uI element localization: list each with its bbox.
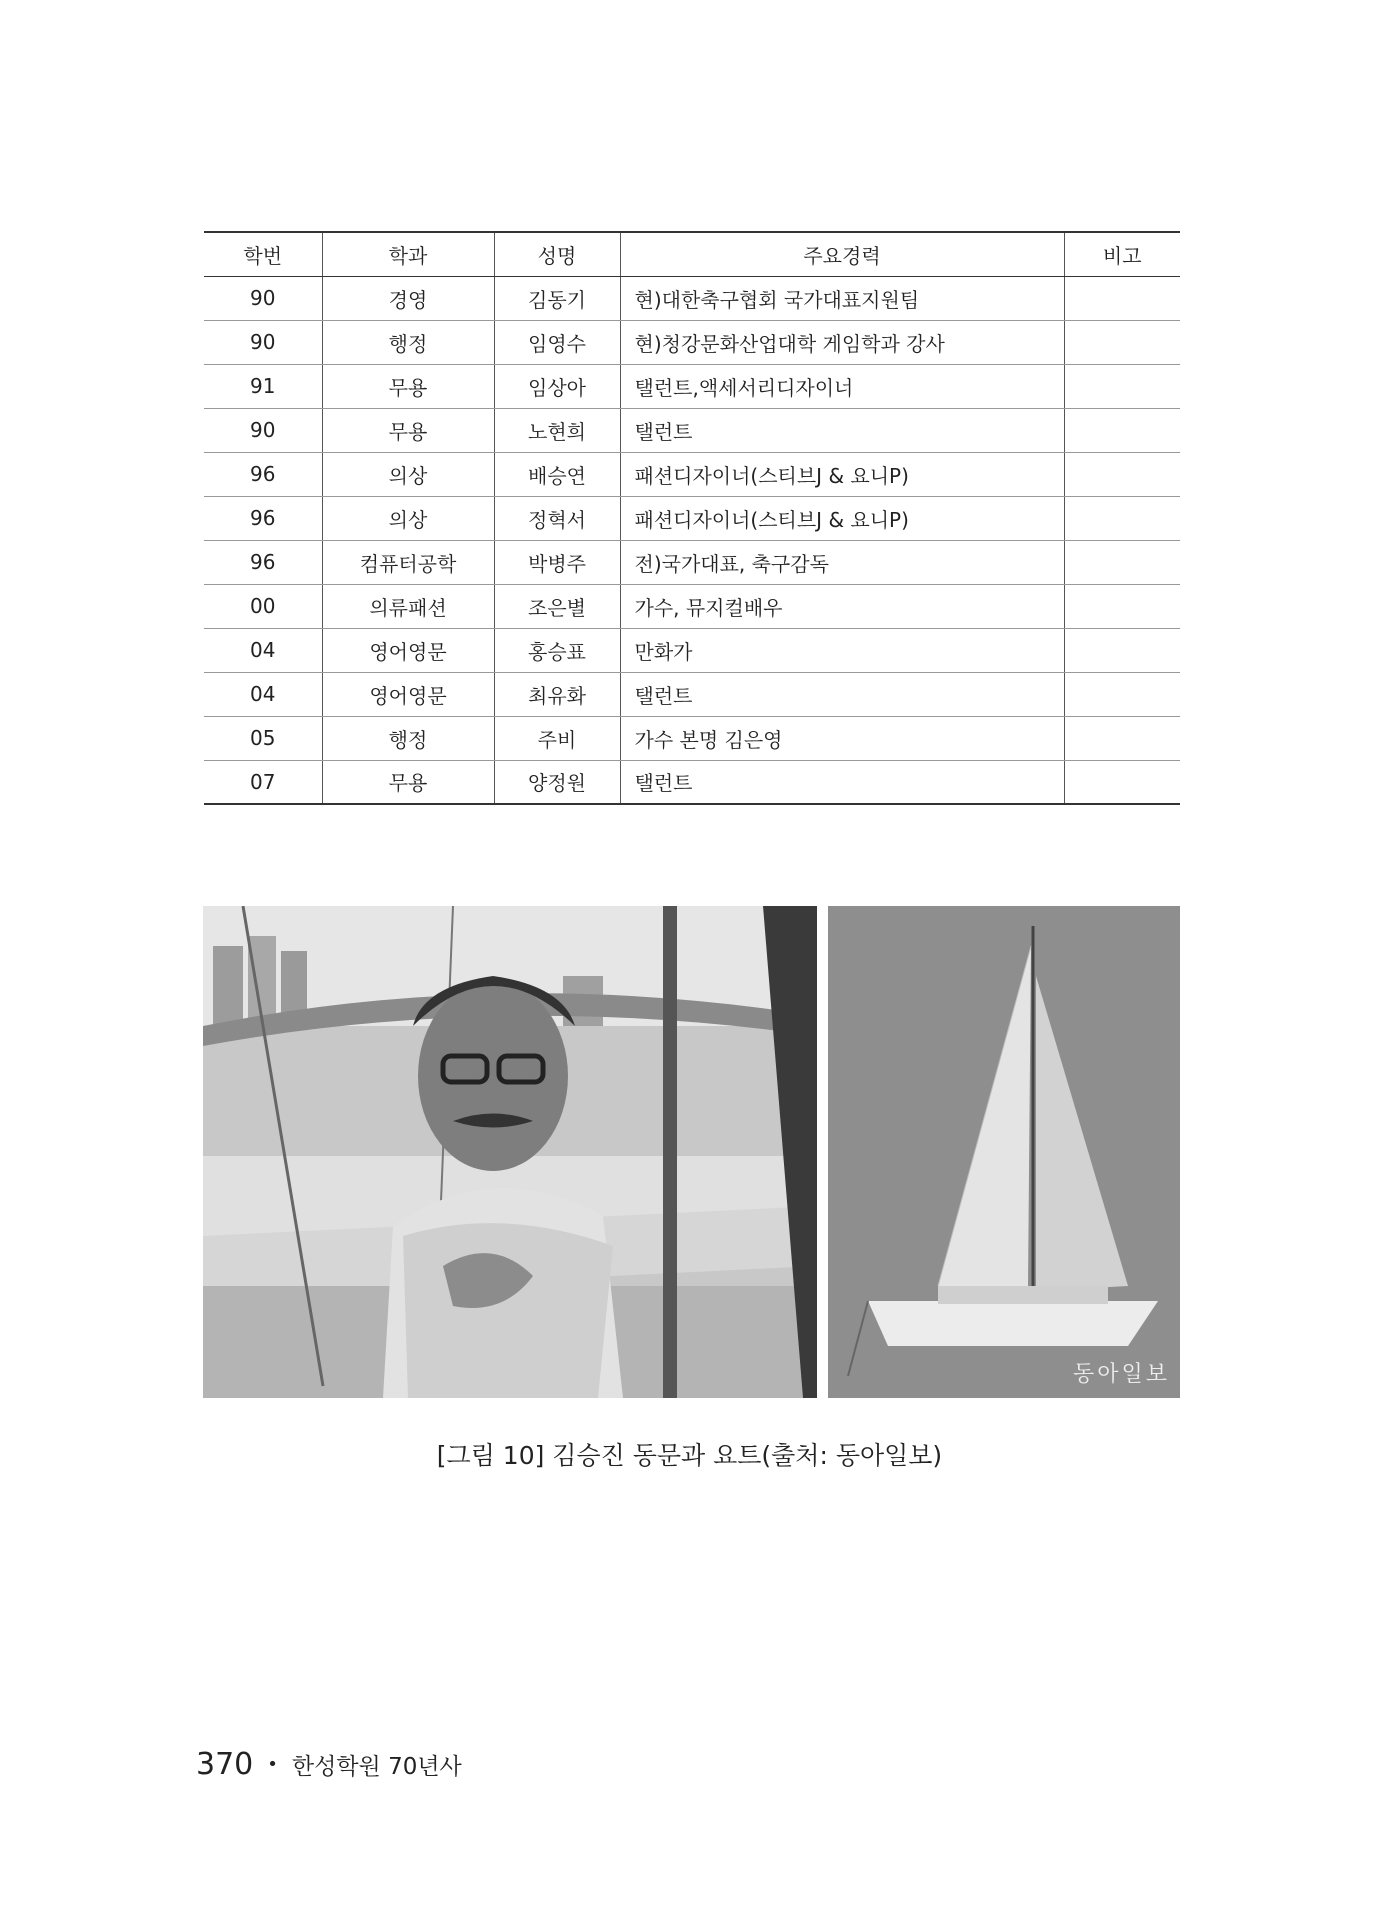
cell-remarks (1064, 364, 1180, 408)
header-department: 학과 (322, 232, 494, 276)
cell-student-year: 96 (204, 496, 322, 540)
cell-student-year: 96 (204, 540, 322, 584)
cell-career: 패션디자이너(스티브J & 요니P) (620, 452, 1064, 496)
cell-name: 임영수 (494, 320, 620, 364)
cell-remarks (1064, 408, 1180, 452)
cell-student-year: 05 (204, 716, 322, 760)
page-footer (196, 1747, 462, 1782)
table-row (204, 672, 1180, 716)
alumnus-photo (203, 906, 817, 1398)
header-student-year: 학번 (204, 232, 322, 276)
alumnus-photo-image (203, 906, 817, 1398)
header-remarks: 비고 (1064, 232, 1180, 276)
cell-career: 현)대한축구협회 국가대표지원팀 (620, 276, 1064, 320)
cell-career: 패션디자이너(스티브J & 요니P) (620, 496, 1064, 540)
cell-career: 만화가 (620, 628, 1064, 672)
cell-name: 양정원 (494, 760, 620, 804)
cell-career: 탤런트 (620, 672, 1064, 716)
table-header-row (204, 232, 1180, 276)
cell-department: 의상 (322, 496, 494, 540)
cell-career: 전)국가대표, 축구감독 (620, 540, 1064, 584)
cell-department: 무용 (322, 364, 494, 408)
cell-department: 컴퓨터공학 (322, 540, 494, 584)
cell-remarks (1064, 276, 1180, 320)
cell-name: 임상아 (494, 364, 620, 408)
cell-student-year: 07 (204, 760, 322, 804)
cell-remarks (1064, 628, 1180, 672)
cell-department: 영어영문 (322, 672, 494, 716)
cell-name: 최유화 (494, 672, 620, 716)
table-row (204, 540, 1180, 584)
cell-department: 행정 (322, 716, 494, 760)
cell-remarks (1064, 760, 1180, 804)
cell-department: 영어영문 (322, 628, 494, 672)
cell-student-year: 90 (204, 276, 322, 320)
cell-career: 탤런트,액세서리디자이너 (620, 364, 1064, 408)
table-row (204, 584, 1180, 628)
cell-career: 가수 본명 김은영 (620, 716, 1064, 760)
cell-department: 경영 (322, 276, 494, 320)
table-row (204, 320, 1180, 364)
cell-department: 행정 (322, 320, 494, 364)
cell-student-year: 90 (204, 408, 322, 452)
cell-remarks (1064, 496, 1180, 540)
cell-name: 노현희 (494, 408, 620, 452)
alumni-table (204, 231, 1180, 805)
cell-career: 탤런트 (620, 408, 1064, 452)
cell-student-year: 04 (204, 628, 322, 672)
cell-department: 무용 (322, 408, 494, 452)
header-name: 성명 (494, 232, 620, 276)
table-body (204, 276, 1180, 804)
cell-name: 김동기 (494, 276, 620, 320)
cell-name: 박병주 (494, 540, 620, 584)
yacht-photo (828, 906, 1180, 1398)
cell-student-year: 96 (204, 452, 322, 496)
cell-remarks (1064, 584, 1180, 628)
figure-caption: [그림 10] 김승진 동문과 요트(출처: 동아일보) (436, 1441, 943, 1470)
header-career: 주요경력 (620, 232, 1064, 276)
cell-name: 정혁서 (494, 496, 620, 540)
table-row (204, 452, 1180, 496)
cell-name: 배승연 (494, 452, 620, 496)
footer-bullet: • (267, 1754, 278, 1775)
cell-remarks (1064, 452, 1180, 496)
cell-name: 홍승표 (494, 628, 620, 672)
cell-remarks (1064, 672, 1180, 716)
cell-name: 조은별 (494, 584, 620, 628)
cell-career: 탤런트 (620, 760, 1064, 804)
table-row (204, 628, 1180, 672)
cell-remarks (1064, 540, 1180, 584)
cell-remarks (1064, 320, 1180, 364)
table-row (204, 364, 1180, 408)
photo-watermark: 동아일보 (1072, 1362, 1170, 1387)
table-row (204, 496, 1180, 540)
cell-student-year: 90 (204, 320, 322, 364)
cell-student-year: 91 (204, 364, 322, 408)
cell-department: 의류패션 (322, 584, 494, 628)
cell-name: 주비 (494, 716, 620, 760)
cell-student-year: 00 (204, 584, 322, 628)
table-row (204, 276, 1180, 320)
table-row (204, 408, 1180, 452)
table-row (204, 716, 1180, 760)
yacht-photo-image (828, 906, 1180, 1398)
cell-student-year: 04 (204, 672, 322, 716)
page-number: 370 (196, 1747, 254, 1782)
cell-career: 현)청강문화산업대학 게임학과 강사 (620, 320, 1064, 364)
cell-career: 가수, 뮤지컬배우 (620, 584, 1064, 628)
cell-remarks (1064, 716, 1180, 760)
cell-department: 무용 (322, 760, 494, 804)
book-title: 한성학원 70년사 (291, 1754, 462, 1780)
cell-department: 의상 (322, 452, 494, 496)
table-row (204, 760, 1180, 804)
